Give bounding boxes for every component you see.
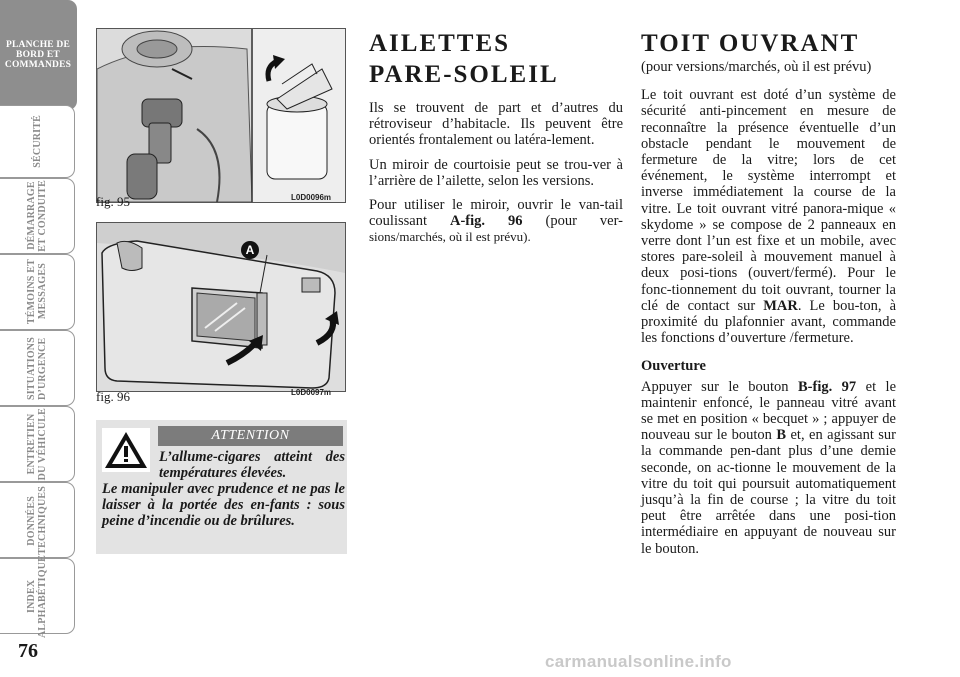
ailettes-paragraph-2: Un miroir de courtoisie peut se trou-ver à l’arrière de l’ailette, selon les versions. [369, 156, 623, 189]
warning-line-1: L’allume-cigares atteint des températures élevées. [159, 449, 345, 481]
figure-reference: A-fig. 96 [450, 213, 523, 230]
button-reference: B [776, 427, 787, 444]
watermark: carmanualsonline.info [545, 652, 732, 671]
tab-label: TÉMOINS ET MESSAGES [26, 259, 48, 325]
figure-95-caption: fig. 95 [96, 194, 130, 209]
tab-donnees[interactable] [0, 482, 75, 558]
figure-96-marker: A [241, 241, 259, 259]
ailettes-paragraph-3 [369, 197, 623, 246]
ailettes-p3-mid: (pour ver- [545, 213, 623, 230]
page-number: 76 [18, 640, 38, 662]
section-toit-ouvrant [641, 28, 896, 565]
sun-visor-illustration [97, 223, 345, 391]
tab-index[interactable] [0, 554, 75, 638]
toit-p1-start: Le toit ouvrant est doté d’un système de sécurité anti-pincement en mesure de reconnaître la présence éventuelle d’un obstacle pendant le mouvement de fermeture de la vitre; lors de cet événement, le système interrompt et inverse immédiatement la course de la vitre. Le toit ouvrant vitré panora-mique « skydome » se compose de 2 panneaux en verre dont l’un est fixe et un mobile, avec stores pare-soleil à mouvement manuel à deux posi-tions (ouvert/fermé). Pour le fonc-tionnement du toit ouvrant, tourner la clé de contact sur [641, 87, 896, 314]
tab-label: DÉMARRAGE ET CONDUITE [26, 180, 48, 252]
tab-label: DONNÉES TECHNIQUES [26, 485, 48, 555]
ailettes-paragraph-1: Ils se trouvent de part et d’autres du rétroviseur d’habitacle. Ils peuvent être orientés frontalement ou latéra-lement. [369, 100, 623, 149]
toit-paragraph-2 [641, 379, 896, 557]
ailettes-p3-end: sions/marchés, où il est prévu). [369, 229, 531, 245]
toit-subtitle: (pour versions/marchés, où il est prévu) [641, 59, 872, 75]
ailettes-heading [369, 28, 623, 90]
toit-p1-end: . Le bou-ton, à proximité du plafonnier avant, commande les fonctions d’ouverture /fermeture. [641, 297, 897, 347]
figure-95-cigar-lighter [96, 28, 346, 203]
section-tabs [0, 0, 77, 640]
ailettes-p3-start: Pour utiliser le miroir, ouvrir le van-tail coulissant [369, 197, 623, 230]
tab-label: SITUATIONS D’URGENCE [26, 336, 48, 400]
tab-label: PLANCHE DE BORD ET COMMANDES [4, 40, 72, 70]
figure-95-code: L0D0096m [291, 193, 332, 202]
tab-entretien[interactable] [0, 406, 75, 482]
cigar-lighter-illustration [97, 29, 345, 202]
figure-reference: B-fig. 97 [798, 378, 857, 395]
tab-securite[interactable] [0, 105, 75, 178]
tab-situations[interactable] [0, 330, 75, 406]
toit-paragraph-1 [641, 87, 896, 346]
tab-planche-de-bord[interactable] [0, 0, 77, 110]
figure-96-caption: fig. 96 [96, 389, 130, 404]
toit-p2-c: et, en agissant sur la commande pen-dant plus d’une demie seconde, on ac-tionne le mouvement de la vitre du toit qui poursuit automatiquement jusqu’à la fin de course ; la vitre du toit peut être arrêtée dans une posi-tion intermédiaire en appuyant de nouveau sur le bouton. [641, 427, 897, 557]
ailettes-heading-line1: AILETTES [369, 30, 511, 57]
tab-label: SÉCURITÉ [31, 115, 43, 168]
figure-96-sun-visor [96, 222, 346, 392]
warning-title: ATTENTION [158, 426, 343, 446]
tab-label: INDEX ALPHABÉTIQUE [26, 554, 48, 638]
figure-96-code: L0D0097m [291, 388, 332, 397]
toit-p1-bold: MAR [763, 297, 798, 314]
warning-text [102, 449, 345, 529]
toit-p2-a: Appuyer sur le bouton [641, 378, 789, 395]
tab-label: ENTRETIEN DU VÉHICULE [26, 407, 48, 481]
tab-temoins[interactable] [0, 254, 75, 330]
ailettes-heading-line2: PARE-SOLEIL [369, 61, 559, 88]
toit-p2-b: et le maintenir enfoncé, le panneau vitré avant se met en position « becquet » ; appuyer de nouveau sur le bouton [641, 378, 897, 444]
section-ailettes [369, 28, 623, 246]
warning-line-2: Le manipuler avec prudence et ne pas le laisser à la portée des en-fants : sous peine d’incendie ou de brûlures. [102, 481, 345, 529]
tab-demarrage[interactable] [0, 178, 75, 254]
ouverture-heading: Ouverture [641, 358, 706, 375]
toit-heading: TOIT OUVRANT [641, 30, 860, 57]
